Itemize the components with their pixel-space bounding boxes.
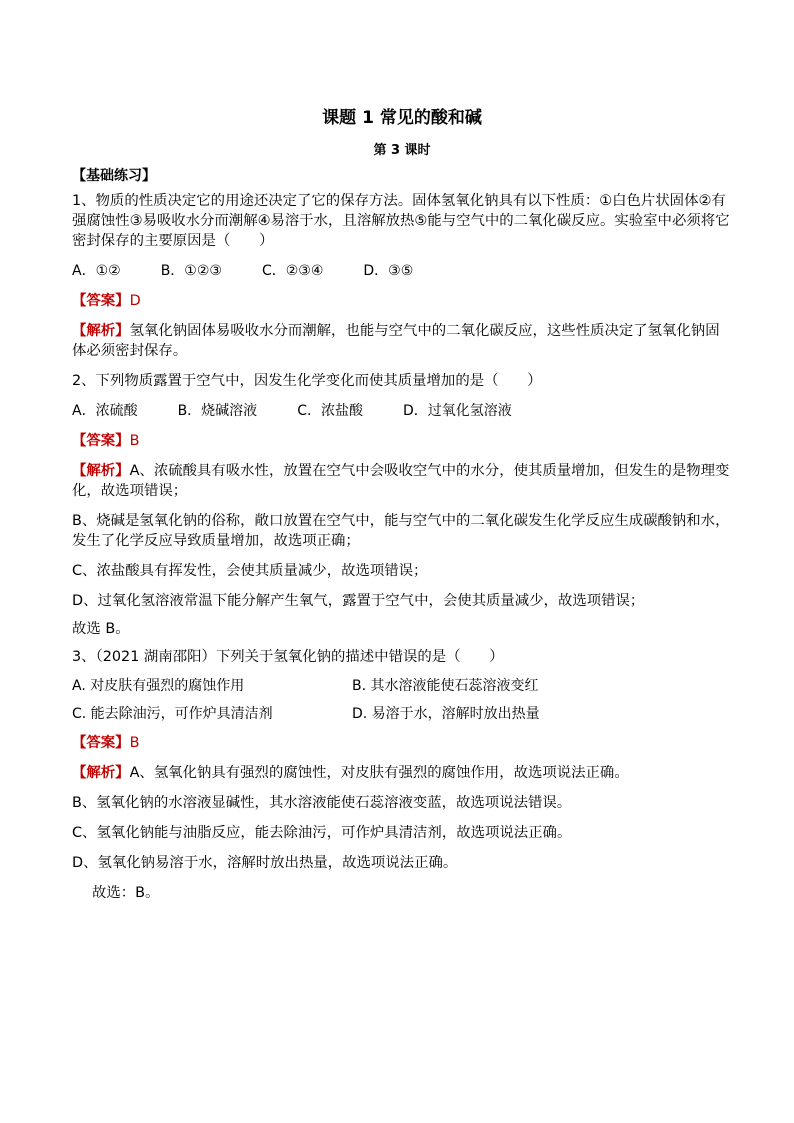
page-subtitle: 第 3 课时 xyxy=(373,143,431,158)
question-1-analysis xyxy=(72,316,732,366)
question-1-stem: 1、物质的性质决定它的用途还决定了它的保存方法。固体氢氧化钠具有以下性质：①白色片状固体②有强腐蚀性③易吸收水分而潮解④易溶于水，且溶解放热⑤能与空气中的二氧化碳反应。实验室中必须将它密封保存的主要原因是（ ） xyxy=(72,193,730,249)
question-1-option-a: A．①② xyxy=(72,263,121,279)
question-2-analysis-c: C、浓盐酸具有挥发性，会使其质量减少，故选项错误； xyxy=(72,563,428,579)
answer-value: D xyxy=(129,293,141,309)
analysis-tag: 【解析】 xyxy=(72,323,130,339)
page-title: 课题 1 常见的酸和碱 xyxy=(322,108,482,128)
question-3-option-d: D. 易溶于水，溶解时放出热量 xyxy=(352,706,540,722)
answer-tag: 【答案】 xyxy=(72,433,130,449)
section-heading: 【基础练习】 xyxy=(72,168,156,184)
analysis-tag: 【解析】 xyxy=(72,463,130,479)
question-3-option-c: C. 能去除油污，可作炉具清洁剂 xyxy=(72,706,273,722)
question-2-conclusion: 故选 B。 xyxy=(72,621,130,637)
question-1-options xyxy=(72,256,732,286)
question-2-analysis-b: B、烧碱是氢氧化钠的俗称，敞口放置在空气中，能与空气中的二氧化碳发生化学反应生成碳酸钠和水，发生了化学反应导致质量增加，故选项正确； xyxy=(72,513,730,549)
question-1-option-c: C．②③④ xyxy=(261,263,324,279)
answer-value: B xyxy=(129,735,140,751)
question-3-analysis-b: B、氢氧化钠的水溶液显碱性，其水溶液能使石蕊溶液变蓝，故选项说法错误。 xyxy=(72,795,572,811)
analysis-tag: 【解析】 xyxy=(72,765,130,781)
answer-value: B xyxy=(129,433,140,449)
document-page xyxy=(72,100,732,908)
question-3-stem: 3、（2021 湖南邵阳）下列关于氢氧化钠的描述中错误的是（ ） xyxy=(72,649,504,665)
question-3-options-row-2 xyxy=(72,700,732,728)
question-3-option-b: B. 其水溶液能使石蕊溶液变红 xyxy=(352,678,539,694)
question-1-option-d: D．③⑤ xyxy=(363,263,414,279)
question-2-stem: 2、下列物质露置于空气中，因发生化学变化而使其质量增加的是（ ） xyxy=(72,373,542,389)
question-2-option-c: C．浓盐酸 xyxy=(297,403,363,419)
question-3-options xyxy=(72,672,732,700)
answer-tag: 【答案】 xyxy=(72,293,130,309)
answer-tag: 【答案】 xyxy=(72,735,130,751)
analysis-text: A、氢氧化钠具有强烈的腐蚀性，对皮肤有强烈的腐蚀作用，故选项说法正确。 xyxy=(129,765,629,781)
analysis-text: 氢氧化钠固体易吸收水分而潮解，也能与空气中的二氧化碳反应，这些性质决定了氢氧化钠固体必须密封保存。 xyxy=(72,323,720,359)
question-2-option-a: A．浓硫酸 xyxy=(72,403,138,419)
question-3-analysis-c: C、氢氧化钠能与油脂反应，能去除油污，可作炉具清洁剂，故选项说法正确。 xyxy=(72,825,572,841)
question-2-analysis-a xyxy=(72,456,732,506)
question-3-answer xyxy=(72,728,732,758)
question-2-answer xyxy=(72,426,732,456)
question-3-analysis-d: D、氢氧化钠易溶于水，溶解时放出热量，故选项说法正确。 xyxy=(72,855,458,871)
question-1-option-b: B．①②③ xyxy=(160,263,222,279)
question-3-option-a: A. 对皮肤有强烈的腐蚀作用 xyxy=(72,678,245,694)
question-2-option-b: B．烧碱溶液 xyxy=(177,403,258,419)
question-2-analysis-d: D、过氧化氢溶液常温下能分解产生氧气，露置于空气中，会使其质量减少，故选项错误； xyxy=(72,593,645,609)
question-1-answer xyxy=(72,286,732,316)
question-2-option-d: D．过氧化氢溶液 xyxy=(402,403,512,419)
question-3-analysis-a xyxy=(72,758,732,788)
question-2-options xyxy=(72,396,732,426)
analysis-text: A、浓硫酸具有吸水性，放置在空气中会吸收空气中的水分，使其质量增加，但发生的是物理变化，故选项错误； xyxy=(72,463,730,499)
question-3-conclusion: 故选：B。 xyxy=(92,885,160,901)
